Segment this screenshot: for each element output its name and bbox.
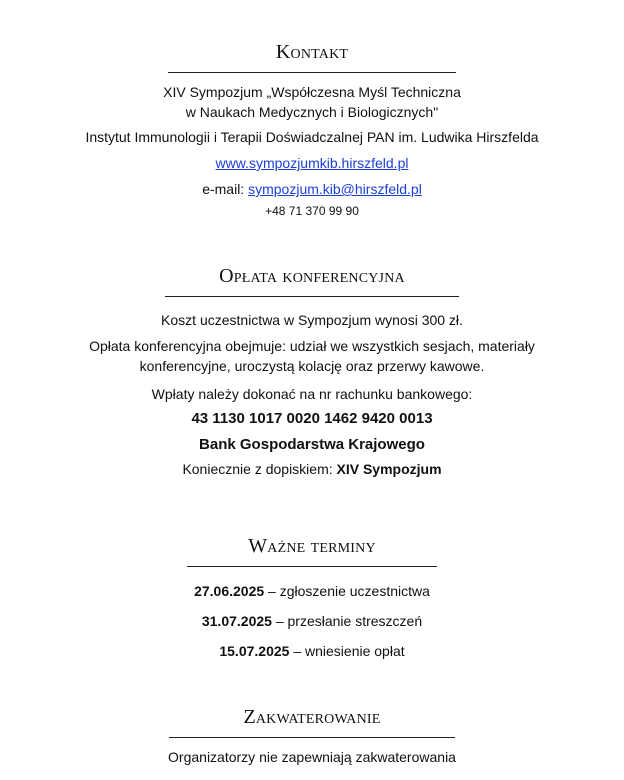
deadline-date: 15.07.2025 (219, 643, 290, 659)
deadline-text: – wniesienie opłat (289, 643, 405, 659)
transfer-note-bold: XIV Sympozjum (336, 461, 442, 477)
includes-text-line2: konferencyjne, uroczystą kolację oraz przerwy kawowe. (139, 358, 485, 374)
zakwaterowanie-heading: Zakwaterowanie (243, 706, 381, 728)
deadline-text: – zgłoszenie uczestnictwa (264, 583, 430, 599)
kontakt-section (0, 40, 624, 220)
institute-name: Instytut Immunologii i Terapii Doświadczalnej PAN im. Ludwika Hirszfelda (85, 129, 539, 145)
symposium-name-line2: w Naukach Medycznych i Biologicznych" (185, 104, 439, 120)
phone-number: +48 71 370 99 90 (265, 204, 359, 218)
deadline-item (0, 581, 624, 601)
deadline-date: 31.07.2025 (201, 613, 272, 629)
deadline-text: – przesłanie streszczeń (271, 613, 423, 629)
symposium-name-line1: XIV Sympozjum „Współczesna Myśl Techniczna (163, 84, 461, 100)
payment-intro: Wpłaty należy dokonać na nr rachunku bankowego: (151, 386, 473, 402)
terminy-heading: Ważne terminy (248, 535, 376, 557)
kontakt-heading: Kontakt (275, 41, 349, 63)
includes-text-line1: Opłata konferencyjna obejmuje: udział we wszystkich sesjach, materiały (89, 338, 535, 354)
terminy-section (0, 534, 624, 661)
deadline-item (0, 611, 624, 631)
deadline-item (0, 641, 624, 661)
zakwaterowanie-section (0, 705, 624, 767)
deadline-date: 27.06.2025 (194, 583, 265, 599)
transfer-note (0, 459, 624, 479)
account-number: 43 1130 1017 0020 1462 9420 0013 (191, 410, 433, 427)
oplata-heading: Opłata konferencyjna (219, 265, 405, 287)
website-link[interactable]: www.sympozjumkib.hirszfeld.pl (215, 155, 409, 171)
accommodation-text: Organizatorzy nie zapewniają zakwaterowania (168, 749, 456, 765)
email-label: e-mail: (202, 181, 249, 197)
bank-name: Bank Gospodarstwa Krajowego (199, 436, 425, 453)
cost-text: Koszt uczestnictwa w Sympozjum wynosi 300 zł. (161, 312, 463, 328)
email-link[interactable]: sympozjum.kib@hirszfeld.pl (248, 181, 422, 197)
transfer-note-prefix: Koniecznie z dopiskiem: (182, 461, 337, 477)
oplata-section (0, 264, 624, 479)
email-row (0, 179, 624, 199)
website-row (0, 153, 624, 173)
